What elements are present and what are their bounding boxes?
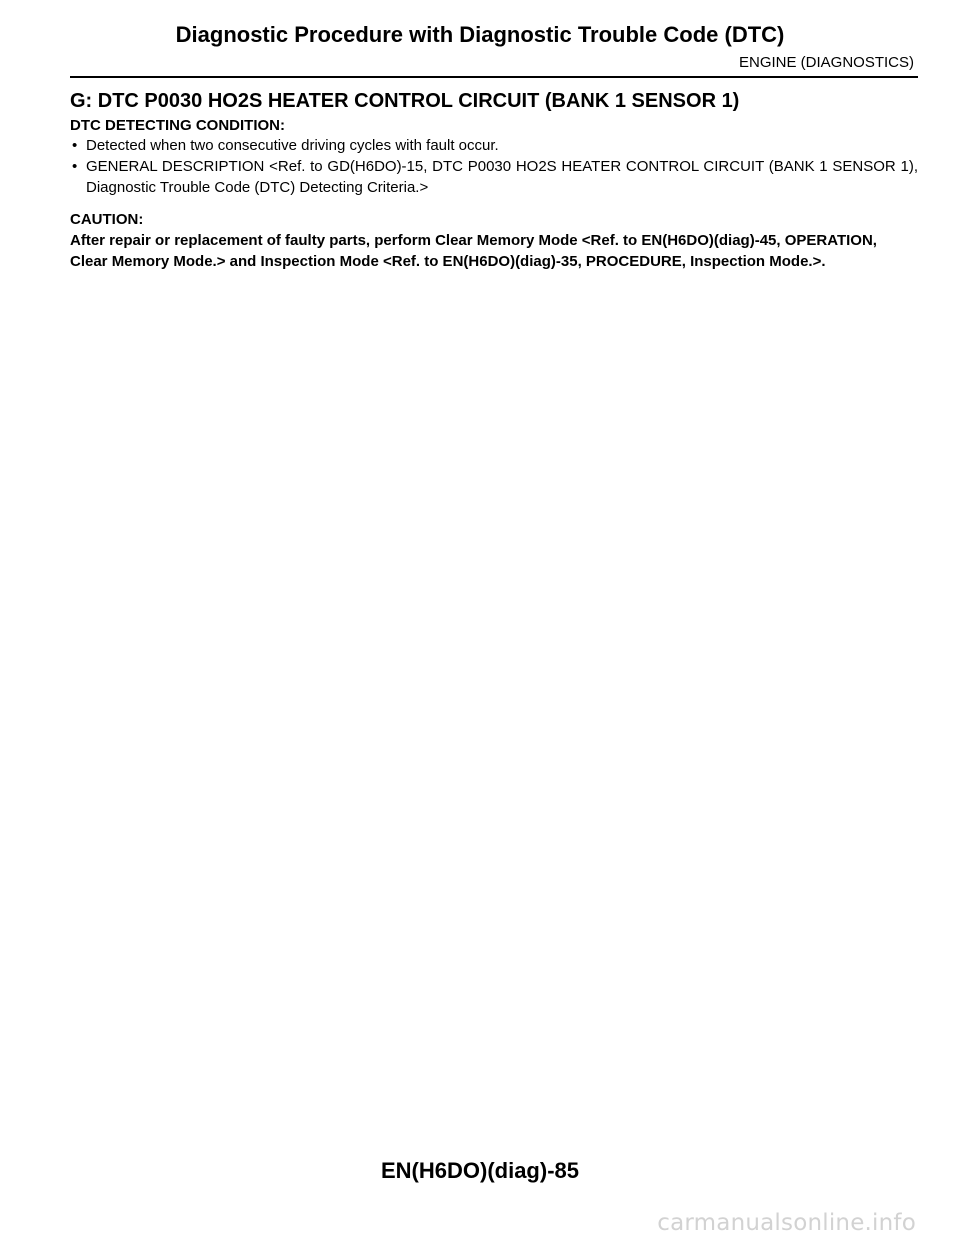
header-divider	[70, 76, 918, 78]
page-title: Diagnostic Procedure with Diagnostic Trouble Code (DTC)	[175, 22, 785, 47]
bullet-icon: •	[72, 158, 78, 175]
section-label: ENGINE (DIAGNOSTICS)	[738, 54, 914, 71]
watermark: carmanualsonline.info	[657, 1210, 916, 1236]
caution-label: CAUTION:	[70, 211, 144, 228]
detecting-condition-label: DTC DETECTING CONDITION:	[70, 117, 285, 134]
list-item	[70, 156, 918, 198]
page-number: EN(H6DO)(diag)-85	[380, 1158, 579, 1183]
bullet-icon: •	[72, 137, 78, 154]
dtc-heading: G: DTC P0030 HO2S HEATER CONTROL CIRCUIT (BANK 1 SENSOR 1)	[70, 90, 740, 112]
caution-block	[70, 210, 918, 272]
list-item-text: Detected when two consecutive driving cycles with fault occur.	[86, 137, 499, 154]
caution-text: After repair or replacement of faulty parts, perform Clear Memory Mode <Ref. to EN(H6DO)(diag)-45, OPERATION, Clear Memory Mode.> and Inspection Mode <Ref. to EN(H6DO)(diag)-35, PROCEDURE, Inspection Mode.>.	[70, 232, 877, 270]
main-content	[70, 88, 918, 272]
list-item	[70, 135, 918, 156]
list-item-text: GENERAL DESCRIPTION <Ref. to GD(H6DO)-15, DTC P0030 HO2S HEATER CONTROL CIRCUIT (BANK 1 SENSOR 1), Diagnostic Trouble Code (DTC) Detecting Criteria.>	[86, 158, 918, 196]
detecting-condition-list	[70, 135, 918, 198]
